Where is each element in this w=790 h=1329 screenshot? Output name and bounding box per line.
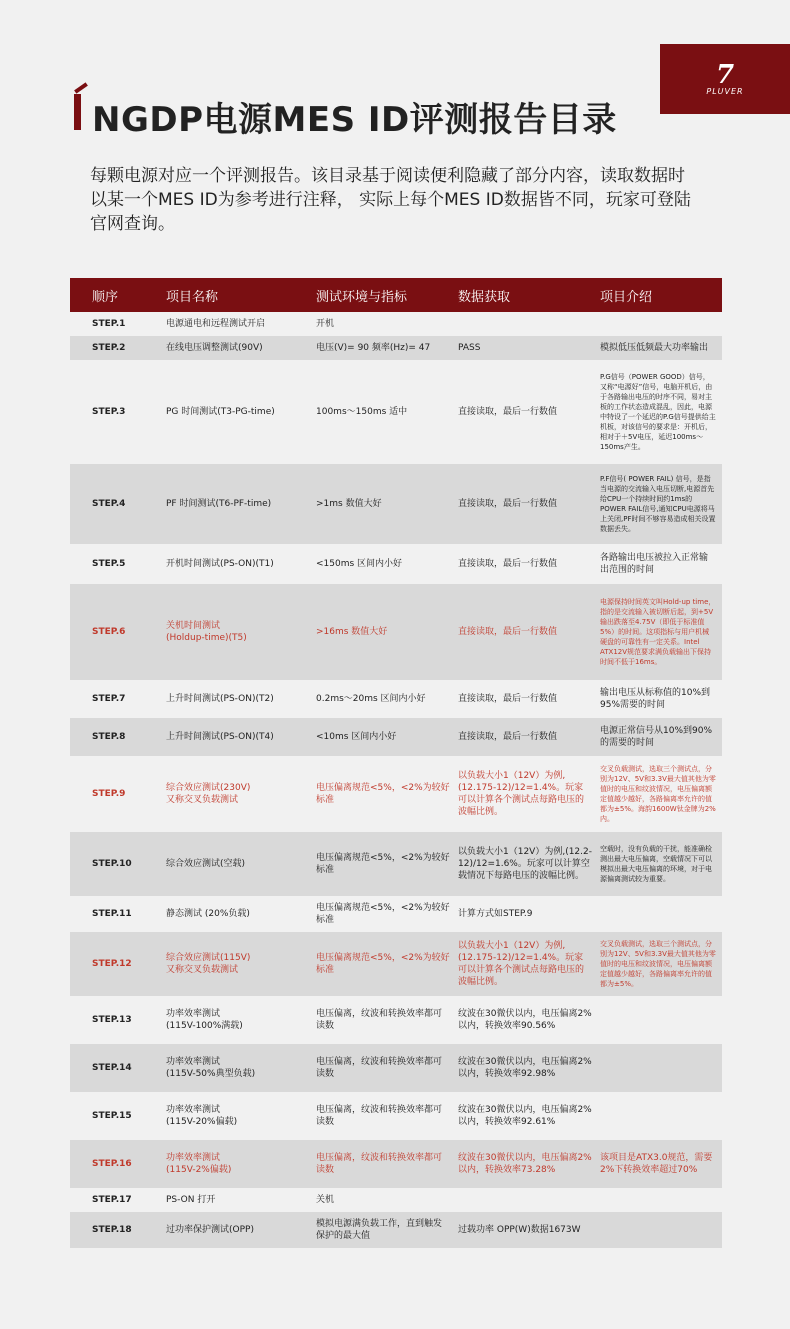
row-intro: 电源保持时间英文叫Hold-up time，指的是交流输入被切断后起，到+5V输出跌落至4.75V（即低于标准值5%）的时间。这项指标与用户机械硬盘的可靠性有一定关系。Intel ATX12V规范要求满负载输出下保持时间不低于16ms。	[600, 598, 716, 666]
row-step: STEP.2	[92, 343, 126, 353]
row-env: 电压偏离规范<5%，<2%为较好标准	[316, 853, 450, 875]
row-data: 直接读取，最后一行数值	[458, 559, 558, 569]
row-env: <150ms 区间内小好	[316, 559, 403, 569]
table-body	[70, 312, 722, 1248]
table-row	[70, 1044, 722, 1092]
table-row	[70, 932, 722, 996]
row-item-name: 功率效率测试 (115V-20%偏载)	[166, 1105, 238, 1127]
table-row	[70, 1140, 722, 1188]
row-env: >1ms 数值大好	[316, 499, 382, 509]
row-item-name: 静态测试 (20%负载)	[166, 909, 250, 919]
table-row	[70, 1092, 722, 1140]
row-data: 以负载大小1（12V）为例,(12.175-12)/12=1.4%。玩家可以计算各个测试点每路电压的波幅比例。	[458, 941, 585, 987]
table-row	[70, 584, 722, 680]
row-step: STEP.14	[92, 1063, 132, 1073]
row-intro: 模拟低压低频最大功率输出	[600, 343, 709, 353]
row-env: 电压(V)= 90 频率(Hz)= 47	[316, 343, 431, 353]
row-data: PASS	[458, 343, 481, 353]
logo-mark: 7	[715, 59, 735, 90]
row-data: 以负载大小1（12V）为例,(12.175-12)/12=1.4%。玩家可以计算各个测试点每路电压的波幅比例。	[458, 771, 585, 817]
row-step: STEP.13	[92, 1015, 132, 1025]
header-item-name: 项目名称	[166, 289, 219, 305]
row-step: STEP.11	[92, 909, 132, 919]
row-intro: 空载时，没有负载的干扰，能准确检测出最大电压偏离，空载情况下可以模拟出最大电压偏离的环境，对于电源偏离测试较为重要。	[600, 845, 712, 883]
row-env: 电压偏离，纹波和转换效率都可读数	[316, 1105, 443, 1127]
table-row	[70, 832, 722, 896]
row-item-name: PS-ON 打开	[166, 1195, 216, 1205]
row-env: 100ms～150ms 适中	[316, 407, 408, 417]
row-item-name: 过功率保护测试(OPP)	[166, 1225, 254, 1235]
row-env: 电压偏离，纹波和转换效率都可读数	[316, 1009, 443, 1031]
table-row	[70, 1212, 722, 1248]
row-env: <10ms 区间内小好	[316, 732, 397, 742]
row-env: 电压偏离，纹波和转换效率都可读数	[316, 1153, 443, 1175]
row-item-name: 综合效应测试(115V) 又称交叉负载测试	[166, 953, 251, 975]
report-table	[70, 278, 722, 1248]
row-step: STEP.6	[92, 627, 126, 637]
row-env: >16ms 数值大好	[316, 627, 388, 637]
row-step: STEP.17	[92, 1195, 132, 1205]
table-row	[70, 312, 722, 336]
table-row	[70, 360, 722, 464]
row-data: 计算方式如STEP.9	[458, 909, 533, 919]
table-row	[70, 718, 722, 756]
row-step: STEP.10	[92, 859, 132, 869]
row-intro: 交叉负载测试，选取三个测试点，分别为12V、5V和3.3V最大值其他为零值时的电压和纹波情况，电压偏离额定值越少越好，各路偏离率允许的值都为±5%。海韵1600W钛金牌为2%内。	[600, 765, 716, 823]
row-data: 纹波在30微伏以内，电压偏离2%以内，转换效率73.28%	[458, 1153, 592, 1175]
row-step: STEP.7	[92, 694, 126, 704]
brand-logo	[660, 44, 790, 114]
intro-paragraph: 每颗电源对应一个评测报告。该目录基于阅读便利隐藏了部分内容，读取数据时以某一个MES ID为参考进行注释， 实际上每个MES ID数据皆不同，玩家可登陆官网查询。	[90, 166, 691, 234]
table-row	[70, 464, 722, 544]
row-item-name: 功率效率测试 (115V-50%典型负载)	[166, 1057, 256, 1079]
logo-word: PLUVER	[706, 86, 744, 96]
row-data: 直接读取，最后一行数值	[458, 407, 558, 417]
row-data: 纹波在30微伏以内，电压偏离2%以内，转换效率90.56%	[458, 1009, 592, 1031]
row-data: 过载功率 OPP(W)数据1673W	[458, 1225, 581, 1235]
row-step: STEP.16	[92, 1159, 132, 1169]
row-env: 电压偏离规范<5%，<2%为较好标准	[316, 953, 450, 975]
header-order: 顺序	[92, 289, 119, 305]
row-env: 电压偏离规范<5%，<2%为较好标准	[316, 783, 450, 805]
row-item-name: 功率效率测试 (115V-2%偏载)	[166, 1153, 232, 1175]
table-row	[70, 544, 722, 584]
table-row	[70, 756, 722, 832]
row-item-name: 在线电压调整测试(90V)	[166, 343, 263, 353]
row-item-name: PF 时间测试(T6-PF-time)	[166, 499, 272, 509]
row-step: STEP.9	[92, 789, 126, 799]
row-step: STEP.1	[92, 319, 126, 329]
row-intro: 输出电压从标称值的10%到95%需要的时间	[600, 688, 711, 710]
row-data: 纹波在30微伏以内，电压偏离2%以内，转换效率92.98%	[458, 1057, 592, 1079]
row-item-name: PG 时间测试(T3-PG-time)	[166, 407, 275, 417]
table-row	[70, 896, 722, 932]
row-item-name: 上升时间测试(PS-ON)(T2)	[166, 694, 274, 704]
row-step: STEP.3	[92, 407, 126, 417]
row-data: 纹波在30微伏以内，电压偏离2%以内，转换效率92.61%	[458, 1105, 592, 1127]
table-header	[70, 278, 722, 312]
row-intro: 交叉负载测试，选取三个测试点，分别为12V、5V和3.3V最大值其他为零值时的电压和纹波情况，电压偏离额定值越少越好，各路偏离率允许的值都为±5%。	[600, 940, 716, 988]
row-intro: P.G信号（POWER GOOD）信号，又称“电源好”信号，电脑开机后，由于各路输出电压的时序不同，易对主板的工作状态造成混乱，因此，电源中特设了一个延迟的P.G信号提供给主机板，对该信号的要求是：开机后，相对于＋5V电压，延迟100ms～150ms产生。	[600, 373, 716, 451]
row-env: 电压偏离规范<5%，<2%为较好标准	[316, 903, 450, 925]
row-item-name: 上升时间测试(PS-ON)(T4)	[166, 732, 274, 742]
title-accent-bar	[74, 94, 81, 130]
page-title: NGDP电源MES ID评测报告目录	[92, 100, 617, 140]
row-intro: 电源正常信号从10%到90%的需要的时间	[600, 726, 713, 748]
row-item-name: 功率效率测试 (115V-100%满载)	[166, 1009, 243, 1031]
row-env: 开机	[316, 319, 335, 329]
row-data: 直接读取，最后一行数值	[458, 627, 558, 637]
row-intro: 各路输出电压被拉入正常输出范围的时间	[600, 553, 709, 575]
row-item-name: 关机时间测试 (Holdup-time)(T5)	[166, 621, 247, 643]
row-data: 直接读取，最后一行数值	[458, 694, 558, 704]
row-item-name: 综合效应测试(230V) 又称交叉负载测试	[166, 783, 251, 805]
row-data: 以负载大小1（12V）为例,(12.2-12)/12=1.6%。玩家可以计算空载情况下每路电压的波幅比例。	[458, 847, 592, 881]
title-accent-tick	[74, 82, 88, 93]
row-item-name: 综合效应测试(空载)	[166, 859, 246, 869]
row-env: 模拟电源满负载工作，直到触发保护的最大值	[316, 1219, 443, 1241]
row-intro: P.F信号( POWER FAIL) 信号，是指当电源的交流输入电压切断,电源首先给CPU一个持续时间约1ms的POWER FAIL信号,通知CPU电源将马上关闭,PF时间不够容易造成相关设置数据丢失。	[600, 475, 716, 533]
table-row	[70, 1188, 722, 1212]
row-env: 电压偏离，纹波和转换效率都可读数	[316, 1057, 443, 1079]
row-item-name: 电源通电和远程测试开启	[166, 319, 266, 329]
row-step: STEP.12	[92, 959, 132, 969]
row-data: 直接读取，最后一行数值	[458, 732, 558, 742]
row-step: STEP.4	[92, 499, 126, 509]
row-data: 直接读取，最后一行数值	[458, 499, 558, 509]
table-row	[70, 336, 722, 360]
row-step: STEP.18	[92, 1225, 132, 1235]
row-intro: 该项目是ATX3.0规范，需要2%下转换效率超过70%	[600, 1153, 713, 1175]
row-step: STEP.5	[92, 559, 126, 569]
row-env: 关机	[316, 1195, 335, 1205]
row-step: STEP.15	[92, 1111, 132, 1121]
row-env: 0.2ms～20ms 区间内小好	[316, 694, 426, 704]
row-item-name: 开机时间测试(PS-ON)(T1)	[166, 559, 274, 569]
table-row	[70, 680, 722, 718]
row-step: STEP.8	[92, 732, 126, 742]
header-env: 测试环境与指标	[316, 289, 408, 305]
header-data: 数据获取	[458, 289, 511, 305]
header-intro: 项目介绍	[600, 289, 653, 305]
table-row	[70, 996, 722, 1044]
